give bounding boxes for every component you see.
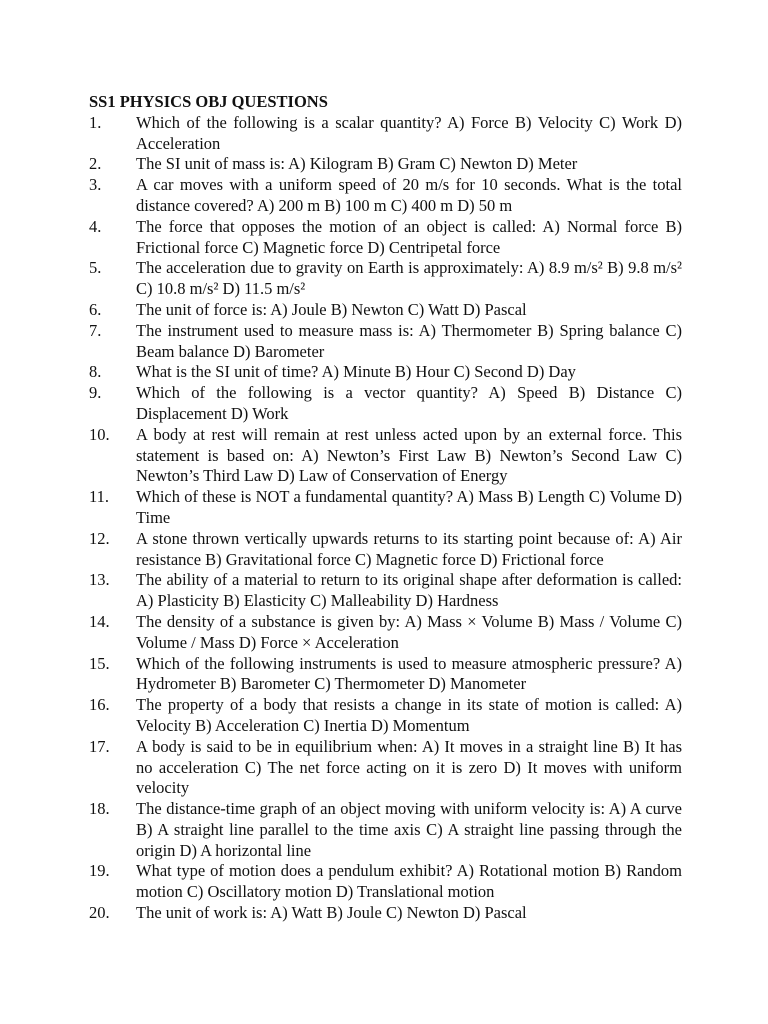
- question-item: [89, 612, 682, 654]
- question-number: 7.: [89, 320, 102, 340]
- question-number: 13.: [89, 570, 110, 590]
- question-text: Which of the following instruments is used to measure atmospheric pressure? A) Hydrometer B) Barometer C) Thermometer D) Manometer: [136, 653, 682, 694]
- question-text: Which of the following is a scalar quantity? A) Force B) Velocity C) Work D) Acceleration: [136, 112, 682, 153]
- question-list: [89, 113, 682, 924]
- question-item: [89, 258, 682, 300]
- question-text: Which of these is NOT a fundamental quantity? A) Mass B) Length C) Volume D) Time: [136, 487, 682, 527]
- question-number: 6.: [89, 299, 102, 319]
- question-item: [89, 903, 682, 924]
- question-text: The force that opposes the motion of an object is called: A) Normal force B) Frictional force C) Magnetic force D) Centripetal force: [136, 216, 682, 257]
- question-number: 11.: [89, 487, 110, 507]
- question-item: [89, 154, 682, 175]
- question-text: The unit of work is: A) Watt B) Joule C) Newton D) Pascal: [136, 903, 527, 923]
- question-text: A body is said to be in equilibrium when: A) It moves in a straight line B) It has no acceleration C) The net force acting on it is zero D) It moves with uniform velocity: [136, 736, 682, 798]
- question-number: 8.: [89, 362, 102, 382]
- question-item: [89, 695, 682, 737]
- question-number: 18.: [89, 799, 110, 819]
- question-item: [89, 362, 682, 383]
- question-item: [89, 113, 682, 155]
- question-item: [89, 654, 682, 696]
- question-text: The unit of force is: A) Joule B) Newton C) Watt D) Pascal: [136, 299, 527, 319]
- question-number: 20.: [89, 903, 110, 923]
- question-item: [89, 737, 682, 799]
- question-number: 15.: [89, 653, 110, 673]
- question-text: What type of motion does a pendulum exhibit? A) Rotational motion B) Random motion C) Oscillatory motion D) Translational motion: [136, 861, 682, 902]
- question-item: [89, 321, 682, 363]
- question-item: [89, 175, 682, 217]
- question-item: [89, 861, 682, 903]
- question-number: 4.: [89, 216, 102, 236]
- question-text: The SI unit of mass is: A) Kilogram B) Gram C) Newton D) Meter: [136, 154, 578, 174]
- question-text: The instrument used to measure mass is: A) Thermometer B) Spring balance C) Beam balance D) Barometer: [136, 320, 682, 361]
- question-number: 14.: [89, 611, 110, 631]
- question-text: A body at rest will remain at rest unless acted upon by an external force. This statement is based on: A) Newton’s First Law B) Newton’s Second Law C) Newton’s Third Law D) Law of Conservation of Energy: [136, 424, 682, 486]
- page-title: SS1 PHYSICS OBJ QUESTIONS: [89, 92, 328, 111]
- question-text: Which of the following is a vector quantity? A) Speed B) Distance C) Displacement D) Work: [136, 383, 682, 423]
- question-number: 12.: [89, 528, 110, 548]
- question-number: 1.: [89, 112, 102, 132]
- question-text: The ability of a material to return to its original shape after deformation is called: A) Plasticity B) Elasticity C) Malleability D) Hardness: [136, 570, 682, 611]
- question-number: 9.: [89, 383, 102, 403]
- question-text: A car moves with a uniform speed of 20 m/s for 10 seconds. What is the total distance covered? A) 200 m B) 100 m C) 400 m D) 50 m: [136, 175, 682, 215]
- question-item: [89, 217, 682, 259]
- question-text: The density of a substance is given by: A) Mass × Volume B) Mass / Volume C) Volume / Mass D) Force × Acceleration: [136, 611, 682, 652]
- question-number: 5.: [89, 258, 102, 278]
- question-text: The acceleration due to gravity on Earth is approximately: A) 8.9 m/s² B) 9.8 m/s² C) 10.8 m/s² D) 11.5 m/s²: [136, 258, 682, 299]
- question-number: 3.: [89, 175, 102, 195]
- question-number: 16.: [89, 695, 110, 715]
- question-item: [89, 570, 682, 612]
- question-number: 10.: [89, 424, 110, 444]
- question-item: [89, 529, 682, 571]
- question-text: What is the SI unit of time? A) Minute B) Hour C) Second D) Day: [136, 362, 576, 382]
- question-text: A stone thrown vertically upwards returns to its starting point because of: A) Air resistance B) Gravitational force C) Magnetic force D) Frictional force: [136, 528, 682, 569]
- question-item: [89, 425, 682, 487]
- question-number: 19.: [89, 861, 110, 881]
- question-text: The property of a body that resists a change in its state of motion is called: A) Velocity B) Acceleration C) Inertia D) Momentum: [136, 695, 682, 735]
- question-item: [89, 300, 682, 321]
- question-number: 17.: [89, 736, 110, 756]
- question-text: The distance-time graph of an object moving with uniform velocity is: A) A curve B) A straight line parallel to the time axis C) A straight line passing through the origin D) A horizontal line: [136, 799, 682, 860]
- question-item: [89, 487, 682, 529]
- question-item: [89, 799, 682, 861]
- question-item: [89, 383, 682, 425]
- question-number: 2.: [89, 154, 102, 174]
